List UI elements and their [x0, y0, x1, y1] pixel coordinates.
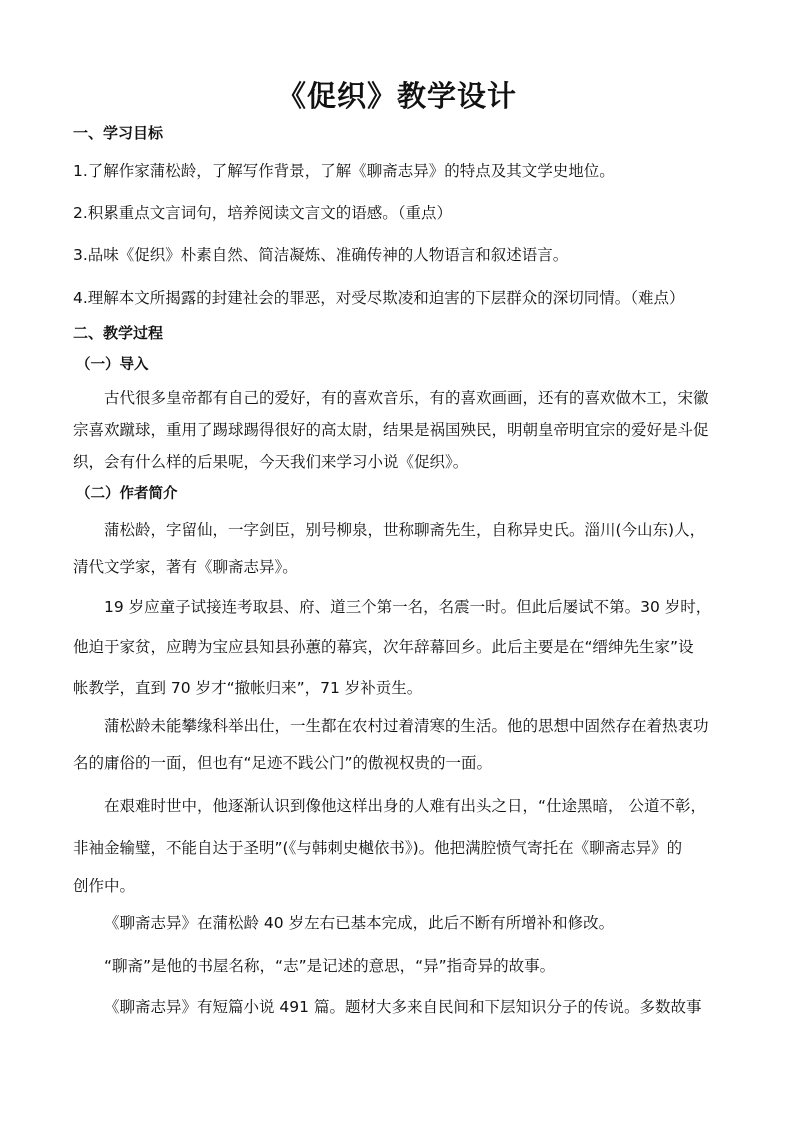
author-paragraph-line: 《聊斋志异》在蒲松龄 40 岁左右已基本完成，此后不断有所增补和修改。: [104, 914, 615, 932]
intro-paragraph-line: 织，会有什么样的后果呢，今天我们来学习小说《促织》。: [73, 453, 469, 471]
author-paragraph-line: 蒲松龄未能攀缘科举出仕，一生都在农村过着清寒的生活。他的思想中固然存在着热衷功: [104, 717, 709, 735]
author-paragraph-line: 非袖金输璧，不能自达于圣明”(《与韩刺史樾依书》)。他把满腔愤气寄托在《聊斋志异》的: [73, 839, 683, 857]
author-paragraph-line: 他迫于家贫，应聘为宝应县知县孙蕙的幕宾，次年辞幕回乡。此后主要是在“缙绅先生家”设: [73, 638, 694, 656]
author-paragraph-line: “聊斋”是他的书屋名称，“志”是记述的意思，“异”指奇异的故事。: [104, 957, 556, 975]
subsection-heading-intro: （一）导入: [76, 357, 149, 373]
author-paragraph-line: 名的庸俗的一面，但也有“足迹不践公门”的傲视权贵的一面。: [73, 754, 493, 772]
section-heading-learning-goals: 一、学习目标: [73, 124, 164, 142]
author-paragraph-line: 蒲松龄，字留仙，一字剑臣，别号柳泉，世称聊斋先生，自称异史氏。淄川(今山东)人，: [104, 521, 706, 539]
author-paragraph-line: 《聊斋志异》有短篇小说 491 篇。题材大多来自民间和下层知识分子的传说。多数故事: [104, 998, 702, 1016]
author-paragraph-line: 创作中。: [73, 877, 136, 895]
intro-paragraph-line: 古代很多皇帝都有自己的爱好，有的喜欢音乐，有的喜欢画画，还有的喜欢做木工，宋徽: [104, 389, 709, 407]
author-paragraph-line: 清代文学家，著有《聊斋志异》。: [73, 558, 298, 576]
section-heading-teaching-process: 二、教学过程: [73, 324, 164, 342]
author-paragraph-line: 19 岁应童子试接连考取县、府、道三个第一名，名震一时。但此后屡试不第。30 岁时，: [104, 598, 712, 616]
goal-item-2: 2.积累重点文言词句，培养阅读文言文的语感。（重点）: [73, 204, 453, 222]
intro-paragraph-line: 宗喜欢蹴球，重用了踢球踢得很好的高太尉，结果是祸国殃民，明朝皇帝明宜宗的爱好是斗促: [73, 421, 709, 439]
author-paragraph-line: 在艰难时世中，他逐渐认识到像他这样出身的人难有出头之日，“仕途黑暗， 公道不彰，: [104, 797, 706, 815]
document-title: 《促织》教学设计: [276, 79, 517, 113]
goal-item-1: 1.了解作家蒲松龄，了解写作背景，了解《聊斋志异》的特点及其文学史地位。: [73, 162, 615, 180]
goal-item-3: 3.品味《促织》朴素自然、简洁凝炼、准确传神的人物语言和叙述语言。: [73, 246, 569, 264]
subsection-heading-author: （二）作者简介: [76, 486, 178, 502]
goal-item-4: 4.理解本文所揭露的封建社会的罪恶，对受尽欺凌和迫害的下层群众的深切同情。（难点）: [73, 289, 685, 307]
author-paragraph-line: 帐教学，直到 70 岁才“撤帐归来”，71 岁补贡生。: [73, 679, 423, 697]
